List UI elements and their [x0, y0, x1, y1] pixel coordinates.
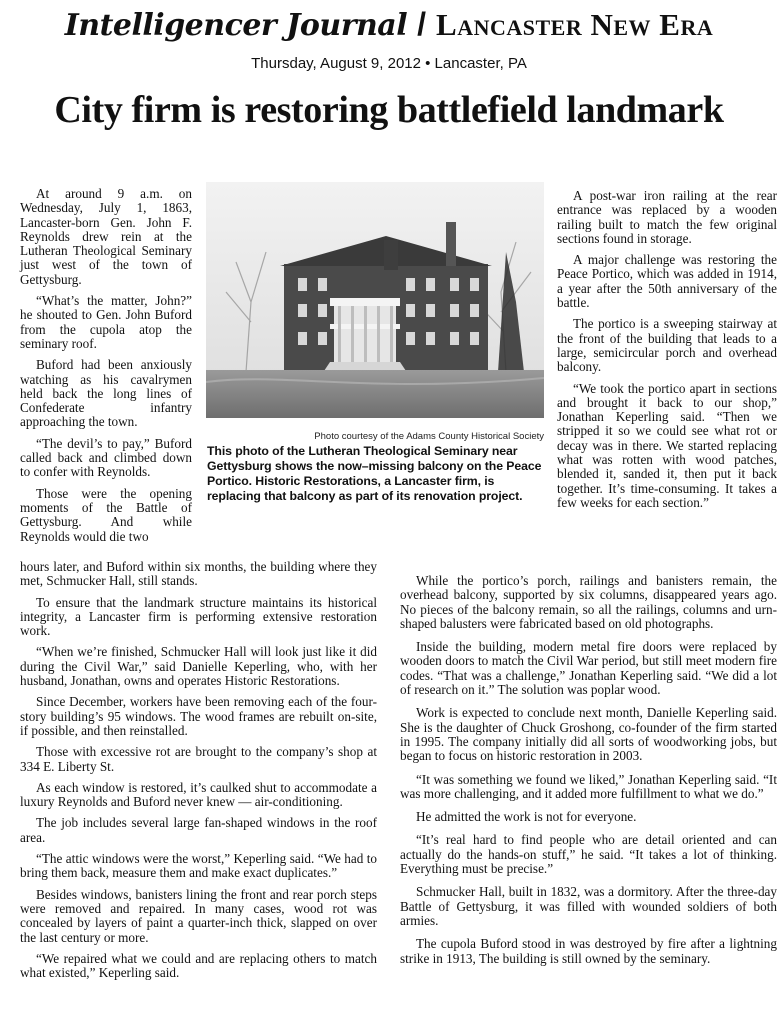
article-paragraph: A post-war iron railing at the rear entrance was replaced by a wooden railing built to match the few original sections found in storage. — [557, 188, 777, 246]
seminary-photo-image — [206, 182, 544, 418]
article-paragraph: He admitted the work is not for everyone. — [416, 809, 637, 825]
photo-caption: This photo of the Lutheran Theological Seminary near Gettysburg shows the now–missing balcony on the Peace Portico. Historic Restorations, a Lancaster firm, is replacing that balcony as part of its renovation project. — [207, 444, 542, 503]
article-paragraph: Since December, workers have been removing each of the four-story building’s 95 windows. The wood frames are rebuilt on-site, if possible, and then reinstalled. — [20, 694, 377, 738]
masthead — [0, 6, 778, 43]
article-paragraph: “When we’re finished, Schmucker Hall will look just like it did during the Civil War,” said Danielle Keperling, who, with her husband, Jonathan, owns and operates Historic Restorations. — [20, 644, 377, 689]
masthead-separator: / — [417, 6, 427, 42]
article-paragraph: The portico is a sweeping stairway at the front of the building that leads to a large, semicircular porch and overhead balcony. — [557, 316, 777, 375]
article-paragraph: Those with excessive rot are brought to the company’s shop at 334 E. Liberty St. — [20, 744, 377, 774]
article-paragraph: “It was something we found we liked,” Jonathan Keperling said. “It was more challenging, and it added more fulfillment to what we do.” — [400, 771, 777, 801]
article-paragraph: Those were the opening moments of the Battle of Gettysburg. And while Reynolds would die two — [20, 485, 192, 544]
article-column-3 — [557, 189, 777, 510]
article-paragraph: Schmucker Hall, built in 1832, was a dormitory. After the three-day Battle of Gettysburg, it was filled with wounded soldiers of both armies. — [400, 884, 777, 928]
article-paragraph: “It’s real hard to find people who are detail oriented and can actually do the hands-on stuff,” he said. “It takes a lot of thinking. Everything must be precise.” — [400, 832, 777, 877]
article-paragraph: Work is expected to conclude next month, Danielle Keperling said. She is the daughter of Chuck Groshong, co-founder of the firm started in 1995. The company initially did all sorts of woodworking jobs, but began to focus on historic restoration in 2003. — [400, 705, 777, 764]
seminary-photo — [206, 182, 544, 418]
article-paragraph: Besides windows, banisters lining the front and rear porch steps were removed and repaired. In many cases, wood rot was concealed by layers of paint a quarter-inch thick, slapped on over the last century or more. — [20, 886, 377, 945]
article-paragraph: “The attic windows were the worst,” Keperling said. “We had to bring them back, measure them and make exact duplicates.” — [20, 851, 377, 881]
photo-credit: Photo courtesy of the Adams County Historical Society — [314, 431, 544, 442]
masthead-intelligencer-journal: Intelligencer Journal — [64, 8, 408, 43]
dateline: Thursday, August 9, 2012 • Lancaster, PA — [251, 55, 527, 72]
article-paragraph: While the portico’s porch, railings and banisters remain, the overhead balcony, supported by six columns, disappeared years ago. No pieces of the balcony remain, so all the railings, columns and urn-shaped balusters were fabricated based on old photographs. — [400, 573, 777, 631]
article-paragraph: “We repaired what we could and are replacing others to match what existed,” Keperling said. — [20, 950, 377, 981]
headline: City firm is restoring battlefield landmark — [54, 89, 724, 131]
article-paragraph: The job includes several large fan-shaped windows in the roof area. — [20, 815, 377, 845]
article-paragraph: To ensure that the landmark structure maintains its historical integrity, a Lancaster firm is performing extensive restoration work. — [20, 594, 377, 639]
article-column-4 — [400, 574, 777, 966]
article-paragraph: As each window is restored, it’s caulked shut to accommodate a luxury Reynolds and Buford never knew — air-conditioning. — [20, 779, 377, 810]
article-paragraph: A major challenge was restoring the Peace Portico, which was added in 1914, a year after the 50th anniversary of the battle. — [557, 252, 777, 311]
article-paragraph: “What’s the matter, John?” he shouted to Gen. John Buford from the cupola atop the seminary roof. — [20, 293, 192, 351]
article-paragraph: “We took the portico apart in sections and brought it back to our shop,” Jonathan Keperling said. “Then we stripped it so we could see what rot or decay was in there. We started replacing what was rotten with wood patches, blended it, sanded it, then put it back together. It’s time-consuming. It takes a few weeks for each section.” — [557, 380, 777, 510]
article-paragraph: Buford had been anxiously watching as his cavalrymen held back the long lines of Confederate infantry approaching the town. — [20, 357, 192, 430]
article-paragraph: Inside the building, modern metal fire doors were replaced by wooden doors to match the Civil War period, but still meet modern fire codes. “That was a challenge,” Jonathan Keperling said. “We did a lot of research on it.” The solution was poplar wood. — [400, 639, 777, 698]
masthead-lancaster-new-era: Lancaster New Era — [436, 7, 714, 42]
article-column-2 — [20, 560, 377, 980]
article-column-1 — [20, 187, 192, 544]
article-paragraph: “The devil’s to pay,” Buford called back and climbed down to confer with Reynolds. — [20, 435, 192, 480]
article-paragraph: At around 9 a.m. on Wednesday, July 1, 1863, Lancaster-born Gen. John F. Reynolds drew rein at the Lutheran Theological Seminary just west of the town of Gettysburg. — [20, 186, 192, 287]
article-paragraph: hours later, and Buford within six months, the building where they met, Schmucker Hall, still stands. — [20, 559, 377, 589]
article-paragraph: The cupola Buford stood in was destroyed by fire after a lightning strike in 1913, The building is still owned by the seminary. — [400, 936, 777, 966]
